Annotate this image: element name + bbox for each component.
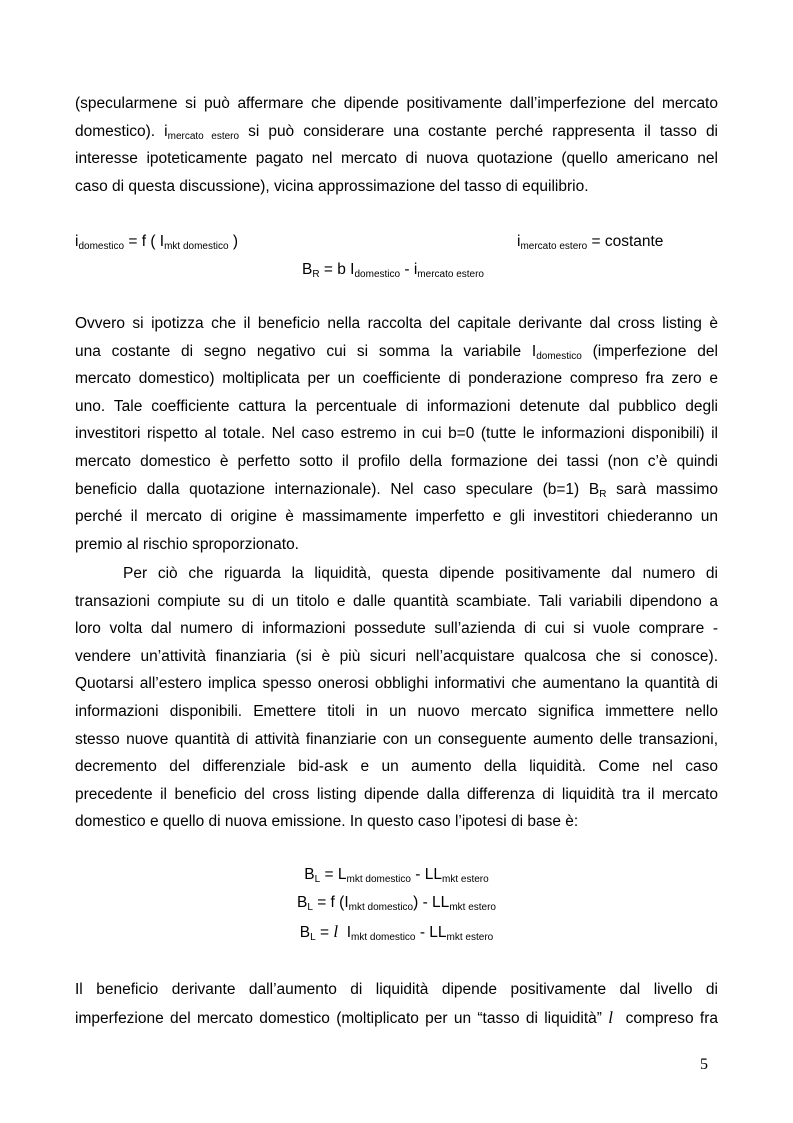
page-number: 5 — [700, 1056, 708, 1073]
text-line: precedente il beneficio del cross listing dipende dalla differenza di liquidità tra il mercato — [75, 785, 718, 803]
text-line: decremento del differenziale bid-ask e un aumento della liquidità. Come nel caso — [75, 758, 718, 776]
paragraph-2 — [75, 310, 718, 558]
text-line: domestico). $i_{mercato estero}$ si può considerare una costante perché rappresenta il tasso di — [75, 122, 719, 142]
text-line: una costante di segno negativo cui si somma la variabile $I_{domestico}$ (imperfezione del — [75, 342, 718, 362]
paragraph-4 — [75, 976, 718, 1032]
text-line: Quotarsi all’estero implica spesso onerosi obblighi informativi che aumentano la quantità di — [75, 675, 718, 693]
text-line: imperfezione del mercato domestico (moltiplicato per un “tasso di liquidità” l compreso fra — [75, 1007, 718, 1027]
text-line: loro volta dal numero di informazioni possedute sull’azienda di cui si vuole comprare - — [75, 620, 718, 638]
text-line: investitori rispetto al totale. Nel caso estremo in cui b=0 (tutte le informazioni disponibili) il — [75, 425, 718, 443]
text-line: uno. Tale coefficiente cattura la percentuale di informazioni detenute dal pubblico degli — [75, 397, 718, 415]
text-line: vendere un’attività finanziaria (si è più sicuri nell’acquistare qualcosa che si conosce). — [75, 647, 718, 665]
text-line: mercato domestico è perfetto sotto il profilo della formazione dei tassi (non c’è quindi — [75, 452, 718, 470]
text-line: domestico e quello di nuova emissione. In questo caso l’ipotesi di base è: — [75, 813, 579, 831]
text-line: Per ciò che riguarda la liquidità, questa dipende positivamente dal numero di — [123, 565, 718, 582]
text-line: stesso nuove quantità di attività finanziarie con un conseguente aumento delle transazioni, — [75, 730, 718, 748]
equation-i-estero: $i_{mercato estero}$ = costante — [517, 233, 664, 252]
equation-bl-2: $B_L = f$ $(I_{mkt domestico}) - LL_{mkt estero}$ — [296, 894, 496, 913]
text-line: caso di questa discussione), vicina approssimazione del tasso di equilibrio. — [75, 177, 589, 195]
equation-bl-3: $B_L = l$ $I_{mkt domestico} - LL_{mkt estero}$ — [299, 922, 494, 943]
text-line: interesse ipoteticamente pagato nel mercato di nuova quotazione (quello americano nel — [75, 150, 718, 168]
equation-i-domestico: $i_{domestico} = f$ ( $I_{mkt domestico}$ ) — [75, 233, 239, 252]
text-line: Ovvero si ipotizza che il beneficio nella raccolta del capitale derivante dal cross listing è — [75, 315, 718, 332]
text-line: informazioni disponibili. Emettere titoli in un nuovo mercato significa immettere nello — [75, 702, 718, 720]
text-line: mercato domestico) moltiplicata per un coefficiente di ponderazione compreso fra zero e — [75, 370, 718, 388]
equation-bl-1: $B_L = L_{mkt domestico} - LL_{mkt estero}$ — [304, 866, 489, 885]
text-line: transazioni compiute su di un titolo e dalle quantità scambiate. Tali variabili dipendono a — [75, 592, 718, 610]
text-line: (specularmene si può affermare che dipende positivamente dall’imperfezione del mercato — [75, 95, 718, 112]
paragraph-3 — [75, 560, 718, 836]
text-line: premio al rischio sproporzionato. — [75, 535, 299, 553]
text-line: Il beneficio derivante dall’aumento di liquidità dipende positivamente dal livello di — [75, 981, 718, 998]
paragraph-1 — [75, 90, 718, 200]
text-line: perché il mercato di origine è massimamente imperfetto e gli investitori chiederanno un — [75, 508, 718, 526]
equation-br: $B_R = b$ $I_{domestico} - i_{mercato estero}$ — [302, 261, 484, 280]
text-line: beneficio dalla quotazione internazionale). Nel caso speculare (b=1) $B_R$ sarà massimo — [75, 480, 718, 500]
